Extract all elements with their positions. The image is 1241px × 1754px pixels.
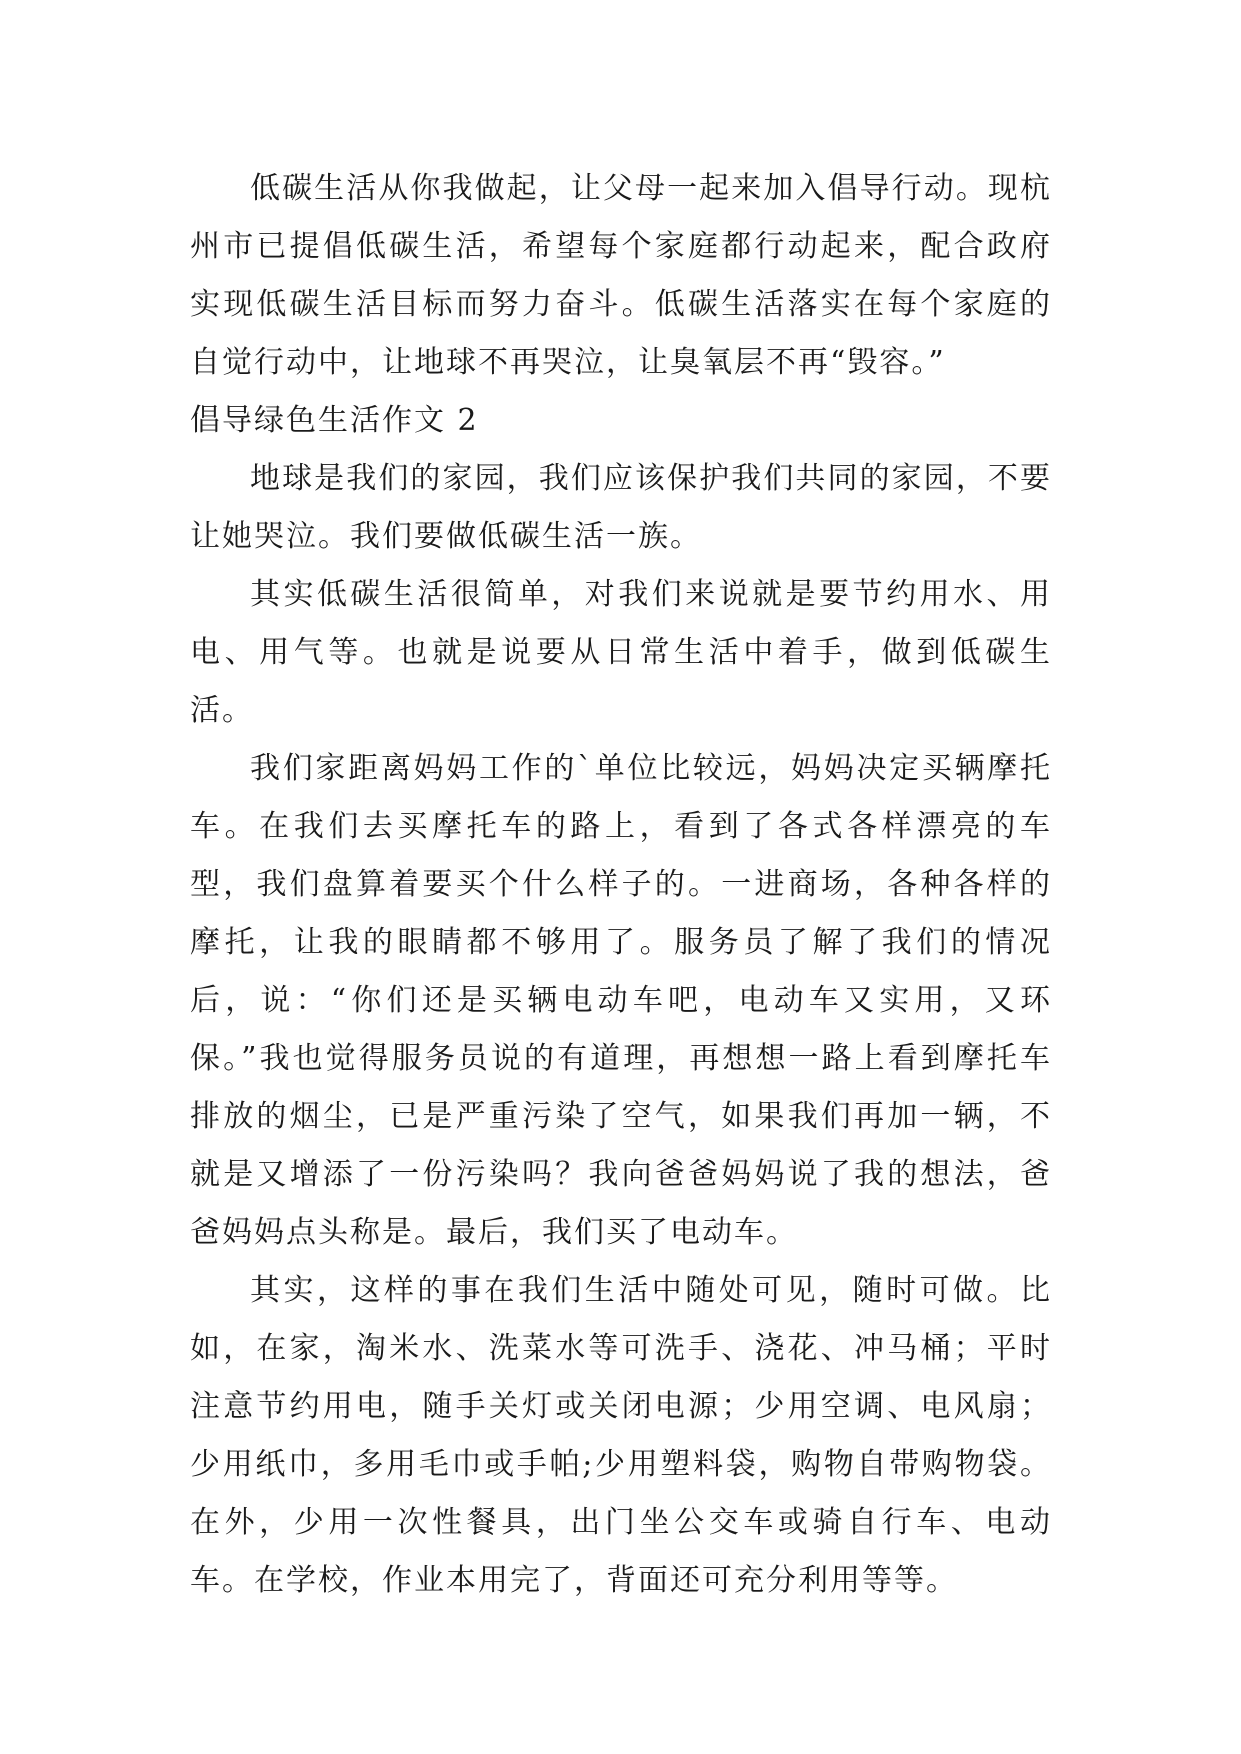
paragraph: 低碳生活从你我做起，让父母一起来加入倡导行动。现杭州市已提倡低碳生活，希望每个家庭都行动起来，配合政府实现低碳生活目标而努力奋斗。低碳生活落实在每个家庭的自觉行动中，让地球不再哭泣，让臭氧层不再“毁容。”: [190, 171, 1052, 380]
paragraph: 地球是我们的家园，我们应该保护我们共同的家园，不要让她哭泣。我们要做低碳生活一族。: [190, 461, 1052, 554]
paragraph: 其实低碳生活很简单，对我们来说就是要节约用水、用电、用气等。也就是说要从日常生活中着手，做到低碳生活。: [190, 577, 1052, 728]
paragraph: 我们家距离妈妈工作的`单位比较远，妈妈决定买辆摩托车。在我们去买摩托车的路上，看到了各式各样漂亮的车型，我们盘算着要买个什么样子的。一进商场，各种各样的摩托，让我的眼睛都不够用了。服务员了解了我们的情况后，说：“你们还是买辆电动车吧，电动车又实用，又环保。”我也觉得服务员说的有道理，再想想一路上看到摩托车排放的烟尘，已是严重污染了空气，如果我们再加一辆，不就是又增添了一份污染吗？我向爸爸妈妈说了我的想法，爸爸妈妈点头称是。最后，我们买了电动车。: [190, 751, 1052, 1250]
section-title: 倡导绿色生活作文 2: [190, 403, 479, 438]
document-body: [190, 160, 1052, 1610]
paragraph: 其实，这样的事在我们生活中随处可见，随时可做。比如，在家，淘米水、洗菜水等可洗手、浇花、冲马桶；平时注意节约用电，随手关灯或关闭电源；少用空调、电风扇；少用纸巾，多用毛巾或手帕;少用塑料袋，购物自带购物袋。在外，少用一次性餐具，出门坐公交车或骑自行车、电动车。在学校，作业本用完了，背面还可充分利用等等。: [190, 1273, 1052, 1598]
